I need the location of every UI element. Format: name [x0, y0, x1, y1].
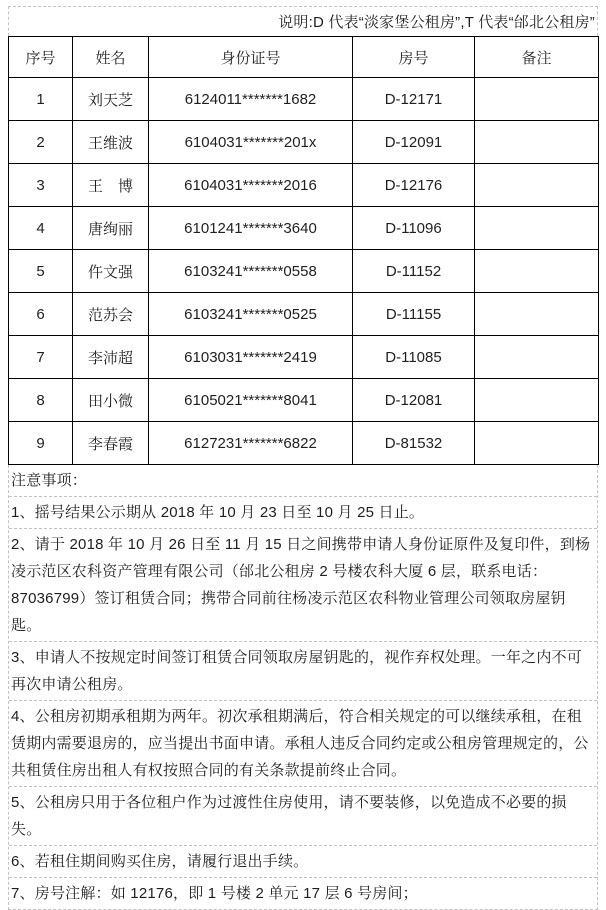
id-cell: 6127231*******6822 — [149, 422, 353, 465]
remark-cell — [475, 164, 599, 207]
remark-cell — [475, 422, 599, 465]
notice-item: 3、申请人不按规定时间签订租赁合同领取房屋钥匙的，视作弃权处理。一年之内不可再次申请公租房。 — [9, 641, 597, 700]
seq-cell: 6 — [9, 293, 73, 336]
remark-cell — [475, 379, 599, 422]
remark-cell — [475, 121, 599, 164]
id-cell: 6105021*******8041 — [149, 379, 353, 422]
table-row — [9, 164, 599, 207]
name-cell: 范苏会 — [73, 293, 149, 336]
table-row — [9, 293, 599, 336]
legend-note: 说明:D 代表“淡家堡公租房”,T 代表“邰北公租房” — [8, 6, 598, 36]
notice-item: 5、公租房只用于各位租户作为过渡性住房使用，请不要装修，以免造成不必要的损失。 — [9, 786, 597, 845]
seq-cell: 7 — [9, 336, 73, 379]
id-cell: 6103241*******0525 — [149, 293, 353, 336]
name-cell: 刘天芝 — [73, 78, 149, 121]
id-cell: 6103031*******2419 — [149, 336, 353, 379]
name-cell: 田小微 — [73, 379, 149, 422]
name-cell: 李沛超 — [73, 336, 149, 379]
notices-title: 注意事项： — [11, 472, 88, 489]
remark-cell — [475, 78, 599, 121]
room-cell: D-11085 — [353, 336, 475, 379]
col-header-id: 身份证号 — [149, 37, 353, 78]
id-cell: 6101241*******3640 — [149, 207, 353, 250]
name-cell: 王维波 — [73, 121, 149, 164]
notice-item: 7、房号注解：如 12176，即 1 号楼 2 单元 17 层 6 号房间； — [9, 877, 597, 909]
seq-cell: 3 — [9, 164, 73, 207]
remark-cell — [475, 250, 599, 293]
seq-cell: 5 — [9, 250, 73, 293]
col-header-seq: 序号 — [9, 37, 73, 78]
table-row — [9, 379, 599, 422]
notice-item: 2、请于 2018 年 10 月 26 日至 11 月 15 日之间携带申请人身份证原件及复印件，到杨凌示范区农科资产管理有限公司（邰北公租房 2 号楼农科大厦 6 层，联系电话：87036799）签订租赁合同；携带合同前往杨凌示范区农科物业管理公司领取房屋钥匙。 — [9, 528, 597, 641]
room-cell: D-11096 — [353, 207, 475, 250]
notice-item: 4、公租房初期承租期为两年。初次承租期满后，符合相关规定的可以继续承租，在租赁期内需要退房的，应当提出书面申请。承租人违反合同约定或公租房管理规定的，公共租赁住房出租人有权按照合同的有关条款提前终止合同。 — [9, 700, 597, 786]
allocation-table — [8, 36, 599, 465]
room-cell: D-12176 — [353, 164, 475, 207]
table-row — [9, 422, 599, 465]
seq-cell: 8 — [9, 379, 73, 422]
seq-cell: 1 — [9, 78, 73, 121]
col-header-room: 房号 — [353, 37, 475, 78]
seq-cell: 2 — [9, 121, 73, 164]
seq-cell: 4 — [9, 207, 73, 250]
name-cell: 李春霞 — [73, 422, 149, 465]
table-row — [9, 336, 599, 379]
col-header-name: 姓名 — [73, 37, 149, 78]
room-cell: D-81532 — [353, 422, 475, 465]
remark-cell — [475, 336, 599, 379]
notice-item: 6、若租住期间购买住房，请履行退出手续。 — [9, 845, 597, 877]
room-cell: D-12171 — [353, 78, 475, 121]
name-cell: 唐绚丽 — [73, 207, 149, 250]
col-header-remark: 备注 — [475, 37, 599, 78]
room-cell: D-11152 — [353, 250, 475, 293]
table-row — [9, 78, 599, 121]
notices-section — [8, 465, 598, 910]
id-cell: 6103241*******0558 — [149, 250, 353, 293]
remark-cell — [475, 293, 599, 336]
id-cell: 6104031*******2016 — [149, 164, 353, 207]
remark-cell — [475, 207, 599, 250]
room-cell: D-12081 — [353, 379, 475, 422]
name-cell: 王 博 — [73, 164, 149, 207]
id-cell: 6104031*******201x — [149, 121, 353, 164]
table-row — [9, 207, 599, 250]
table-row — [9, 250, 599, 293]
table-header-row — [9, 37, 599, 78]
announcement-sheet — [8, 6, 598, 910]
id-cell: 6124011*******1682 — [149, 78, 353, 121]
seq-cell: 9 — [9, 422, 73, 465]
table-row — [9, 121, 599, 164]
notice-item: 1、摇号结果公示期从 2018 年 10 月 23 日至 10 月 25 日止。 — [9, 496, 597, 528]
name-cell: 仵文强 — [73, 250, 149, 293]
room-cell: D-12091 — [353, 121, 475, 164]
room-cell: D-11155 — [353, 293, 475, 336]
